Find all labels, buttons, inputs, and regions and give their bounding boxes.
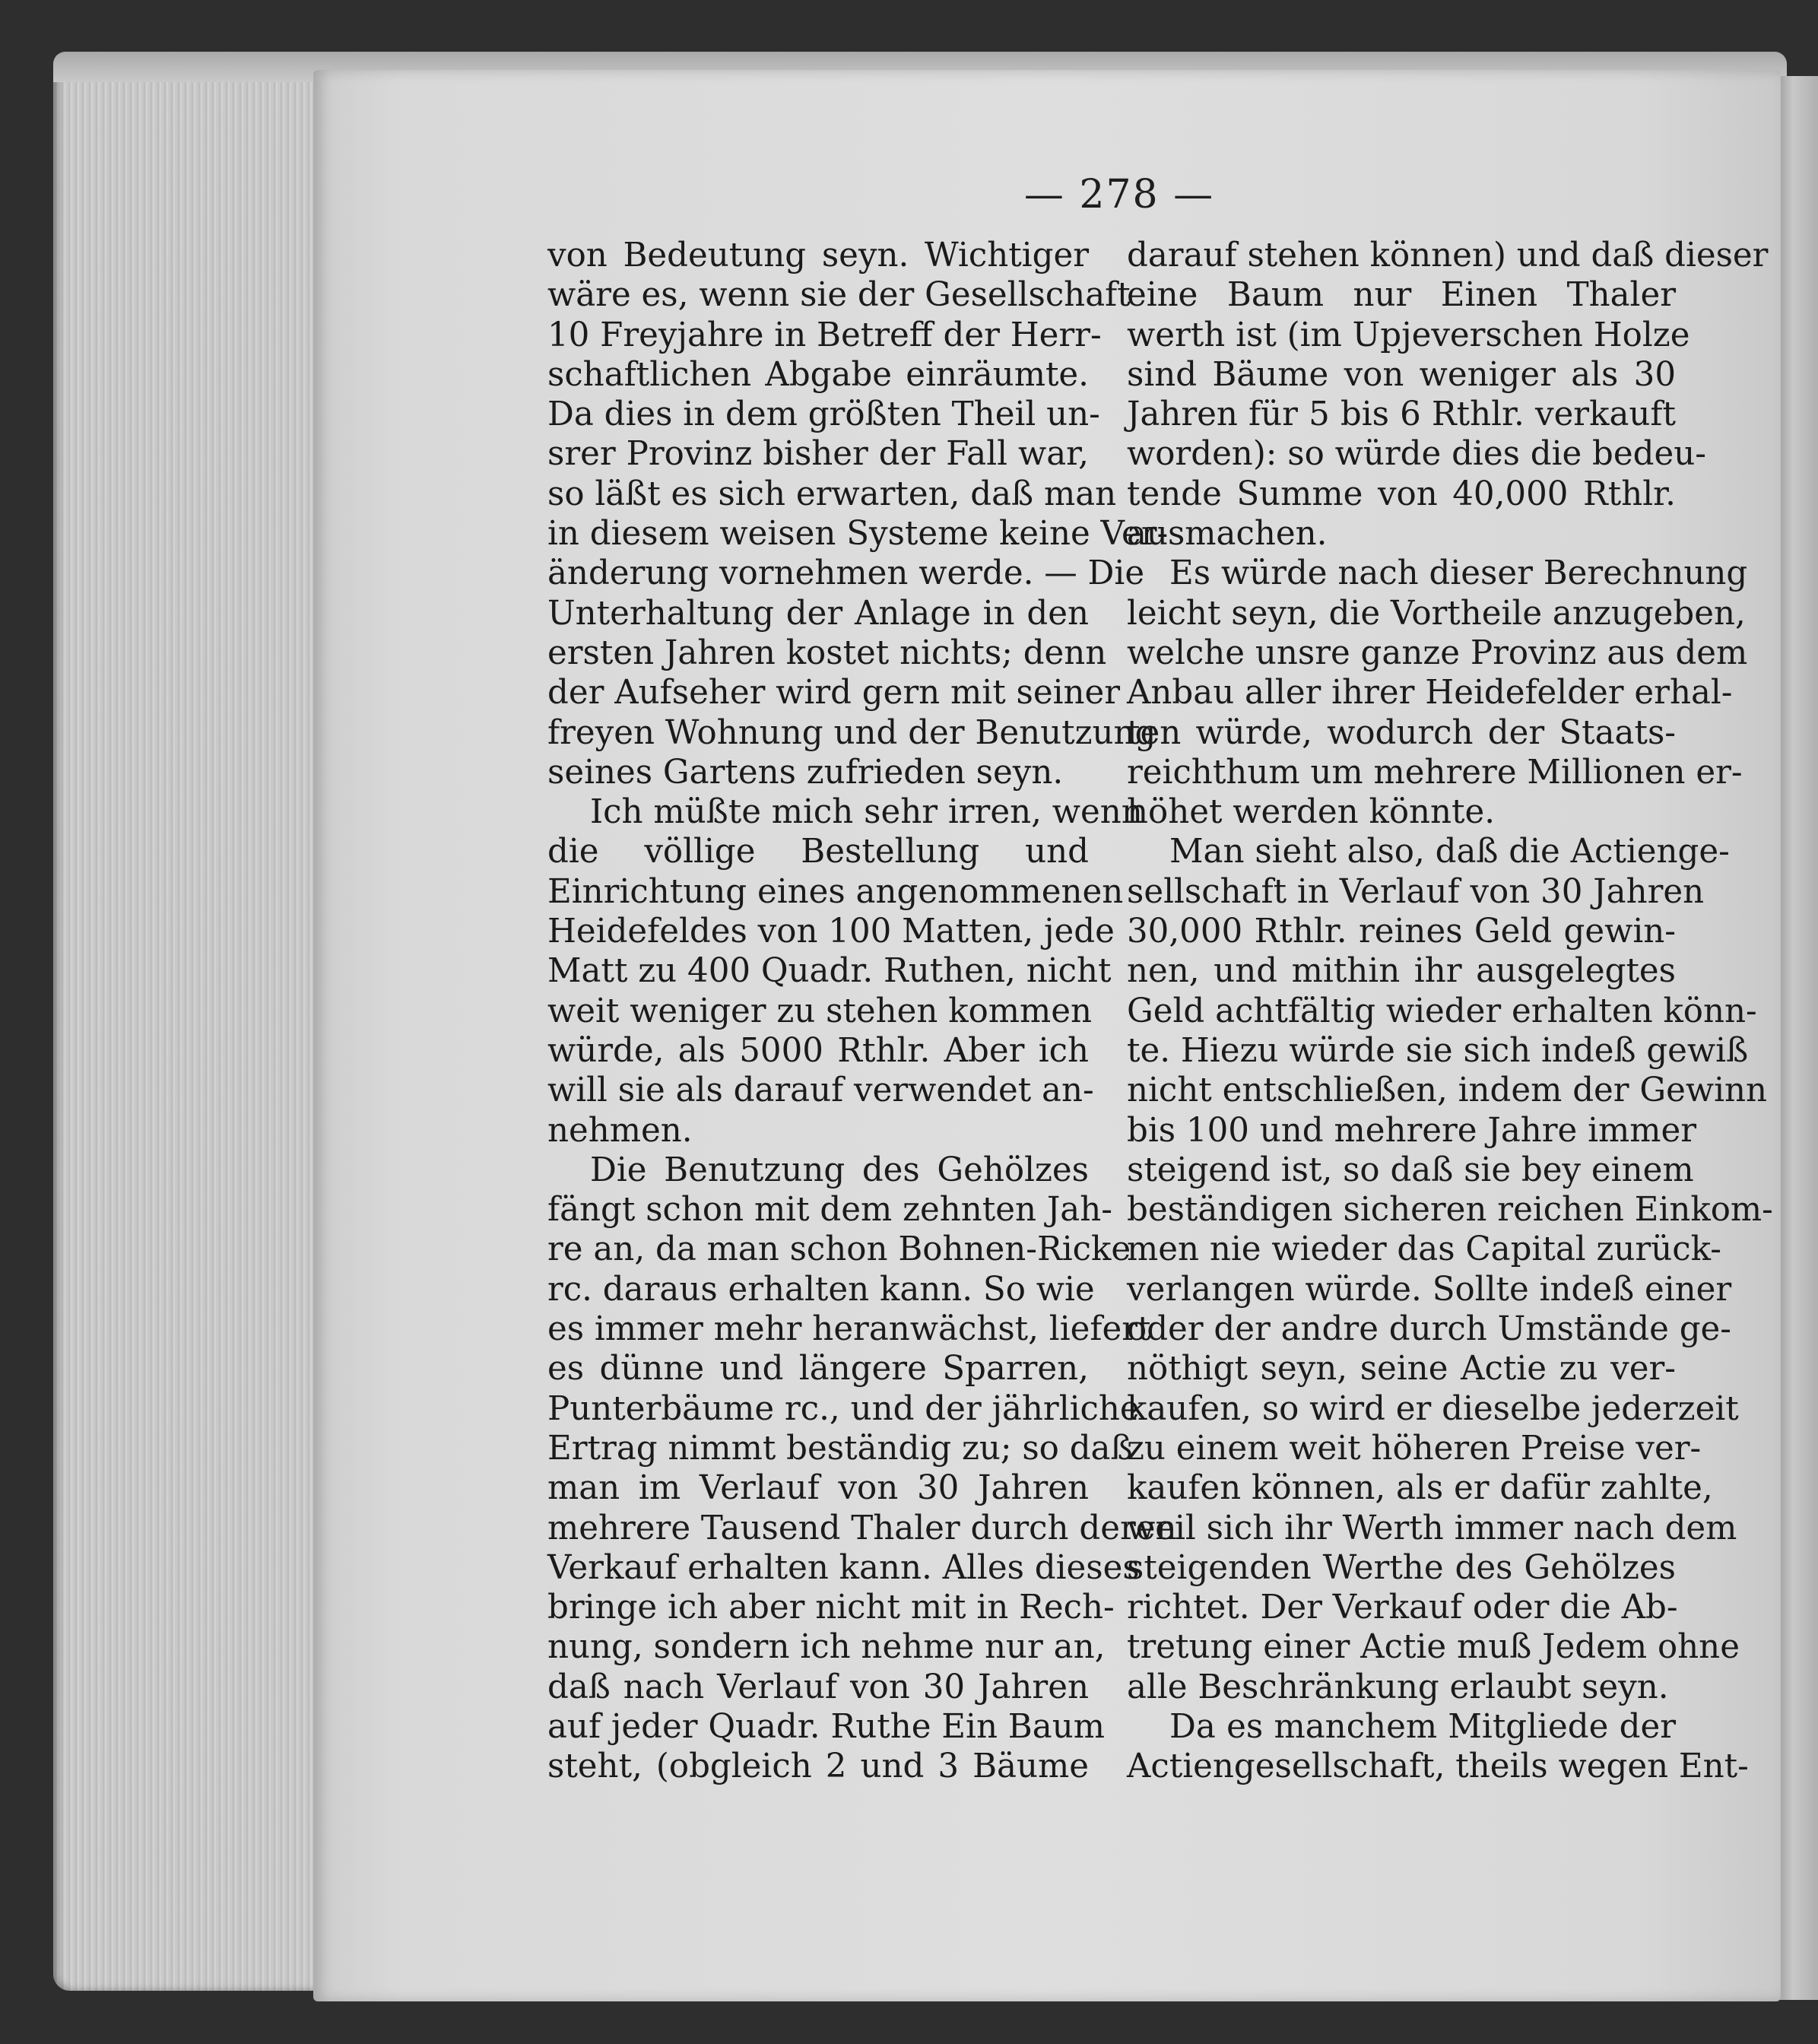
text-line: reichthum um mehrere Millionen er- xyxy=(1127,753,1743,792)
text-line: darauf stehen können) und daß dieser xyxy=(1127,236,1769,275)
text-line: verlangen würde. Sollte indeß einer xyxy=(1127,1270,1732,1309)
text-line: nicht entschließen, indem der Gewinn xyxy=(1127,1071,1768,1110)
text-line: mehrere Tausend Thaler durch deren xyxy=(547,1509,1177,1547)
text-line: beständigen sicheren reichen Einkom- xyxy=(1127,1191,1773,1230)
text-line: 10 Freyjahre in Betreff der Herr- xyxy=(547,316,1102,354)
text-line: wäre es, wenn sie der Gesellschaft xyxy=(547,276,1131,315)
text-line: Einrichtung eines angenommenen xyxy=(547,872,1124,911)
text-line: Ertrag nimmt beständig zu; so daß xyxy=(547,1429,1133,1468)
text-line: 30,000 Rthlr. reines Geld gewin- xyxy=(1127,912,1676,951)
text-line: ten würde, wodurch der Staats- xyxy=(1127,713,1676,752)
text-line: auf jeder Quadr. Ruthe Ein Baum xyxy=(547,1707,1105,1746)
text-line: sellschaft in Verlauf von 30 Jahren xyxy=(1127,872,1705,911)
text-line: tende Summe von 40,000 Rthlr. xyxy=(1127,474,1676,513)
text-line: kaufen, so wird er dieselbe jederzeit xyxy=(1127,1389,1739,1428)
text-line: tretung einer Actie muß Jedem ohne xyxy=(1127,1628,1740,1667)
text-line: welche unsre ganze Provinz aus dem xyxy=(1127,633,1748,672)
text-line: oder der andre durch Umstände ge- xyxy=(1127,1310,1732,1349)
text-line: sind Bäume von weniger als 30 xyxy=(1127,355,1676,394)
text-line: ausmachen. xyxy=(1127,515,1328,554)
text-line: die völlige Bestellung und xyxy=(547,833,1089,871)
text-line: man im Verlauf von 30 Jahren xyxy=(547,1469,1089,1508)
text-line: rc. daraus erhalten kann. So wie xyxy=(547,1270,1095,1309)
text-line: in diesem weisen Systeme keine Ver- xyxy=(547,515,1169,554)
text-line: änderung vornehmen werde. — Die xyxy=(547,554,1145,593)
text-line: freyen Wohnung und der Benutzung xyxy=(547,713,1156,752)
text-line: nung, sondern ich nehme nur an, xyxy=(547,1628,1106,1667)
text-line: zu einem weit höheren Preise ver- xyxy=(1127,1429,1702,1468)
text-line: bringe ich aber nicht mit in Rech- xyxy=(547,1589,1115,1627)
text-line: te. Hiezu würde sie sich indeß gewiß xyxy=(1127,1031,1749,1070)
text-line: will sie als darauf verwendet an- xyxy=(547,1071,1094,1110)
text-line: steigend ist, so daß sie bey einem xyxy=(1127,1151,1694,1189)
text-line: leicht seyn, die Vortheile anzugeben, xyxy=(1127,594,1746,633)
text-line: re an, da man schon Bohnen-Ricke xyxy=(547,1230,1131,1269)
text-line: Anbau aller ihrer Heidefelder erhal- xyxy=(1127,674,1733,713)
text-line: steht, (obgleich 2 und 3 Bäume xyxy=(547,1747,1089,1786)
text-line: kaufen können, als er dafür zahlte, xyxy=(1127,1469,1713,1508)
text-line: werth ist (im Upjeverschen Holze xyxy=(1127,316,1690,354)
text-line: Man sieht also, daß die Actienge- xyxy=(1169,833,1730,871)
text-line: fängt schon mit dem zehnten Jah- xyxy=(547,1191,1112,1230)
page-number: — 278 — xyxy=(1023,172,1215,217)
text-line: nen, und mithin ihr ausgelegtes xyxy=(1127,952,1676,991)
right-text-column xyxy=(1127,236,1773,1787)
text-line: Es würde nach dieser Berechnung xyxy=(1169,554,1748,593)
text-line: Verkauf erhalten kann. Alles dieses xyxy=(547,1548,1140,1587)
text-line: weil sich ihr Werth immer nach dem xyxy=(1127,1509,1737,1547)
text-line: Matt zu 400 Quadr. Ruthen, nicht xyxy=(547,952,1112,991)
text-line: nöthigt seyn, seine Actie zu ver- xyxy=(1127,1350,1676,1389)
text-line: Die Benutzung des Gehölzes xyxy=(590,1151,1089,1189)
text-line: würde, als 5000 Rthlr. Aber ich xyxy=(547,1031,1089,1070)
text-line: ersten Jahren kostet nichts; denn xyxy=(547,633,1107,672)
text-line: schaftlichen Abgabe einräumte. xyxy=(547,355,1089,394)
next-page-edge xyxy=(1776,76,1818,2000)
text-line: Punterbäume rc., und der jährliche xyxy=(547,1389,1140,1428)
page-stack-edges xyxy=(53,52,319,1991)
left-text-column xyxy=(547,236,1177,1787)
text-line: nehmen. xyxy=(547,1111,693,1150)
text-line: seines Gartens zufrieden seyn. xyxy=(547,753,1064,792)
text-line: men nie wieder das Capital zurück- xyxy=(1127,1230,1721,1269)
text-line: daß nach Verlauf von 30 Jahren xyxy=(547,1668,1089,1706)
text-line: worden): so würde dies die bedeu- xyxy=(1127,435,1706,474)
text-line: eine Baum nur Einen Thaler xyxy=(1127,276,1676,315)
text-line: Geld achtfältig wieder erhalten könn- xyxy=(1127,992,1757,1030)
text-line: Da es manchem Mitgliede der xyxy=(1169,1707,1676,1746)
text-line: steigenden Werthe des Gehölzes xyxy=(1127,1548,1676,1587)
text-line: Actiengesellschaft, theils wegen Ent- xyxy=(1127,1747,1749,1786)
text-line: es dünne und längere Sparren, xyxy=(547,1350,1089,1389)
text-line: Heidefeldes von 100 Matten, jede xyxy=(547,912,1115,951)
text-line: höhet werden könnte. xyxy=(1127,793,1496,832)
text-line: Ich müßte mich sehr irren, wenn xyxy=(590,793,1143,832)
text-line: weit weniger zu stehen kommen xyxy=(547,992,1093,1030)
text-line: so läßt es sich erwarten, daß man xyxy=(547,474,1117,513)
text-line: alle Beschränkung erlaubt seyn. xyxy=(1127,1668,1669,1706)
text-line: Da dies in dem größten Theil un- xyxy=(547,395,1100,434)
text-line: bis 100 und mehrere Jahre immer xyxy=(1127,1111,1697,1150)
text-line: es immer mehr heranwächst, liefert xyxy=(547,1310,1151,1349)
text-line: der Aufseher wird gern mit seiner xyxy=(547,674,1121,713)
text-line: richtet. Der Verkauf oder die Ab- xyxy=(1127,1589,1678,1627)
text-line: Jahren für 5 bis 6 Rthlr. verkauft xyxy=(1127,395,1676,434)
text-line: von Bedeutung seyn. Wichtiger xyxy=(547,236,1089,275)
text-line: Unterhaltung der Anlage in den xyxy=(547,594,1089,633)
text-line: srer Provinz bisher der Fall war, xyxy=(547,435,1089,474)
